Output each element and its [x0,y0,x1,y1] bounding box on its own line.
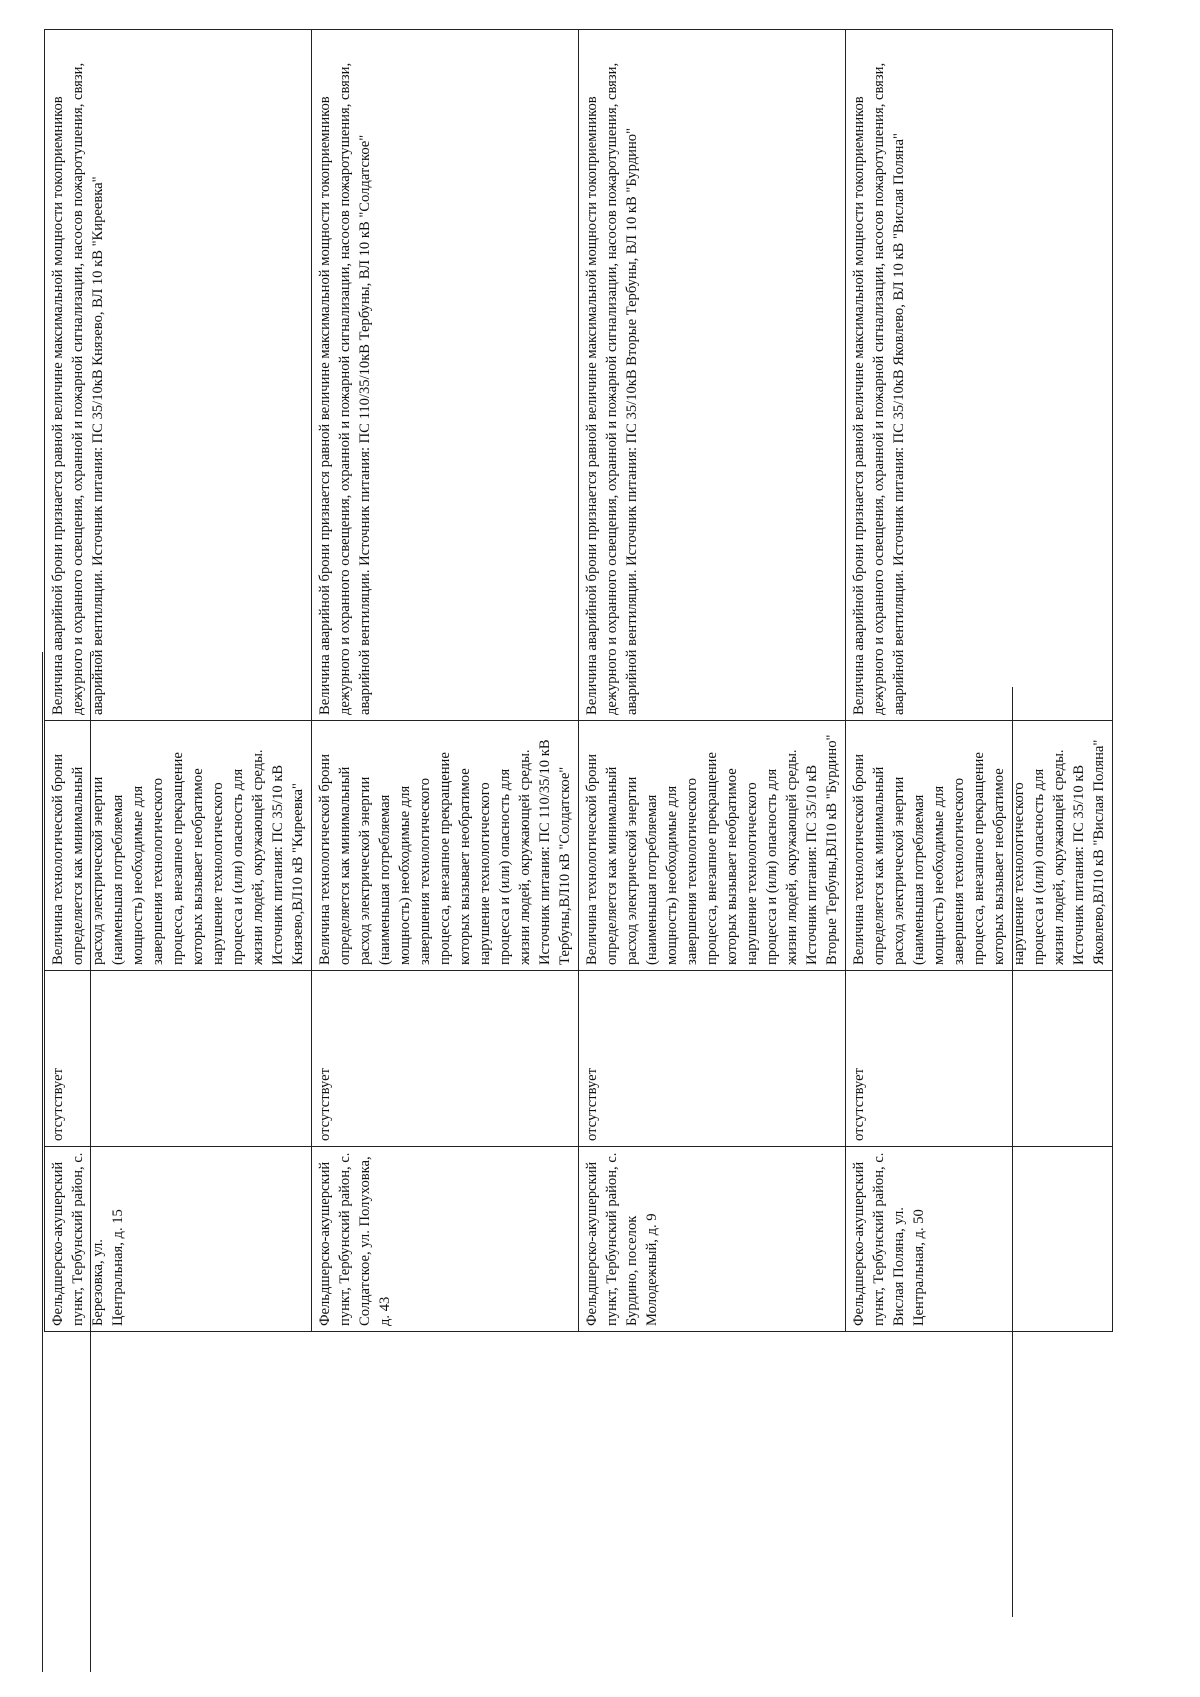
emergency-reserve-text-cell: Величина аварийной брони признается равной величине максимальной мощности токоприемников дежурного и охранного освещения, охранной и пожарной сигнализации, насосов пожаротушения, связи, аварийной вентиляции. Источник питания: ПС 110/35/10кВ Тербуны, ВЛ 10 кВ "Солдатское" [312,30,579,721]
footer-rule-1 [42,652,43,1672]
tech-reserve-status-cell: отсутствует [846,971,1113,1147]
table-row [312,30,579,1332]
facility-cell: Фельдшерско-акушерский пункт, Тербунский район, с. Вислая Поляна, ул. Центральная, д. 50 [846,1147,1113,1332]
facility-cell: Фельдшерско-акушерский пункт, Тербунский район, с. Березовка, ул. Центральная, д. 15 [45,1147,312,1332]
facility-cell: Фельдшерско-акушерский пункт, Тербунский район, с. Солдатское, ул. Полуховка, д. 43 [312,1147,579,1332]
tech-reserve-status-cell: отсутствует [312,971,579,1147]
emergency-reserve-text-cell: Величина аварийной брони признается равной величине максимальной мощности токоприемников дежурного и охранного освещения, охранной и пожарной сигнализации, насосов пожаротушения, связи, аварийной вентиляции. Источник питания: ПС 35/10кВ Вторые Тербуны, ВЛ 10 кВ "Бурдино" [579,30,846,721]
power-reserve-table [44,29,1113,1332]
tech-reserve-text-cell: Величина технологической брони определяется как минимальный расход электрической энергии (наименьшая потребляемая мощность) необходимые для завершения технологического процесса, внезапное прекращение которых вызывает необратимое нарушение технологического процесса и (или) опасность для жизни людей, окружающей среды. Источник питания: ПС 35/10 кВ Яковлево,ВЛ10 кВ "Вислая Поляна" [846,721,1113,971]
tech-reserve-text-cell: Величина технологической брони определяется как минимальный расход электрической энергии (наименьшая потребляемая мощность) необходимые для завершения технологического процесса, внезапное прекращение которых вызывает необратимое нарушение технологического процесса и (или) опасность для жизни людей, окружающей среды. Источник питания: ПС 35/10 кВ Князево,ВЛ10 кВ "Киреевка" [45,721,312,971]
table-row [846,30,1113,1332]
table-row [579,30,846,1332]
tech-reserve-text-cell: Величина технологической брони определяется как минимальный расход электрической энергии (наименьшая потребляемая мощность) необходимые для завершения технологического процесса, внезапное прекращение которых вызывает необратимое нарушение технологического процесса и (или) опасность для жизни людей, окружающей среды. Источник питания: ПС 110/35/10 кВ Тербуны,ВЛ10 кВ "Солдатское" [312,721,579,971]
tech-reserve-status-cell: отсутствует [45,971,312,1147]
emergency-reserve-text-cell: Величина аварийной брони признается равной величине максимальной мощности токоприемников дежурного и охранного освещения, охранной и пожарной сигнализации, насосов пожаротушения, связи, аварийной вентиляции. Источник питания: ПС 35/10кВ Яковлево, ВЛ 10 кВ "Вислая Поляна" [846,30,1113,721]
tech-reserve-text-cell: Величина технологической брони определяется как минимальный расход электрической энергии (наименьшая потребляемая мощность) необходимые для завершения технологического процесса, внезапное прекращение которых вызывает необратимое нарушение технологического процесса и (или) опасность для жизни людей, окружающей среды. Источник питания: ПС 35/10 кВ Вторые Тербуны,ВЛ10 кВ "Бурдино" [579,721,846,971]
tech-reserve-status-cell: отсутствует [579,971,846,1147]
facility-cell: Фельдшерско-акушерский пункт, Тербунский район, с. Бурдино, поселок Молодежный, д. 9 [579,1147,846,1332]
emergency-reserve-text-cell: Величина аварийной брони признается равной величине максимальной мощности токоприемников дежурного и охранного освещения, охранной и пожарной сигнализации, насосов пожаротушения, связи, аварийной вентиляции. Источник питания: ПС 35/10кВ Князево, ВЛ 10 кВ "Киреевка" [45,30,312,721]
table-row [45,30,312,1332]
